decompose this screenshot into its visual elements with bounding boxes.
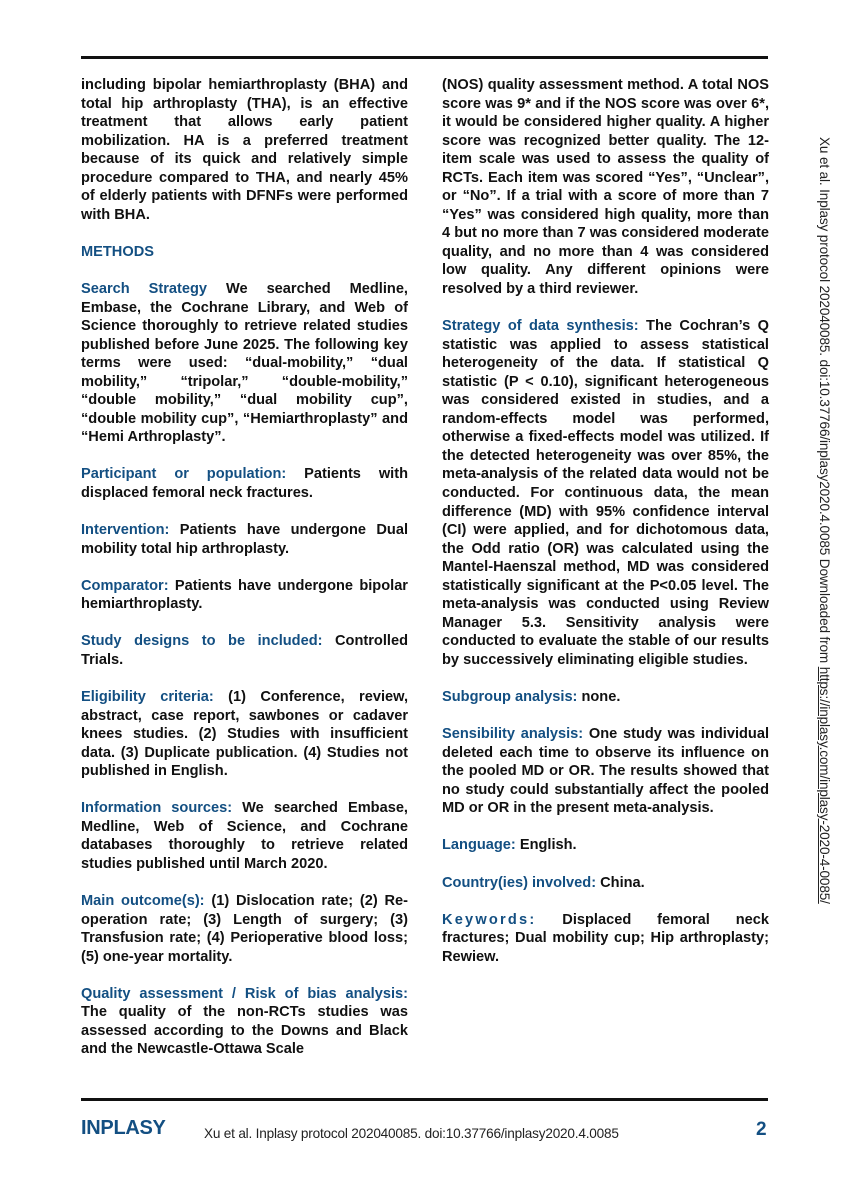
quality-assessment-section [81, 985, 408, 1059]
language-section [442, 836, 769, 855]
information-sources-text: We searched Embase, Medline, Web of Science, and Cochrane databases thoroughly to retrieve related studies published until March 2020. [81, 800, 408, 872]
quality-assessment-text: The quality of the non-RCTs studies was assessed according to the Downs and Black and the Newcastle-Ottawa Scale [81, 1004, 408, 1058]
search-strategy-label: Search Strategy [81, 281, 208, 298]
footer-citation: Xu et al. Inplasy protocol 202040085. doi:10.37766/inplasy2020.4.0085 [204, 1126, 619, 1141]
data-synthesis-section [442, 317, 769, 669]
comparator-section [81, 577, 408, 614]
countries-text: China. [596, 874, 645, 891]
keywords-section [442, 911, 769, 967]
main-outcomes-text: (1) Dislocation rate; (2) Re-operation rate; (3) Length of surgery; (3) Transfusion rate; (4) Perioperative blood loss; (5) one-year mortality. [81, 893, 408, 965]
left-column [81, 76, 408, 1078]
study-designs-section [81, 632, 408, 669]
subgroup-section [442, 688, 769, 707]
intervention-label: Intervention: [81, 522, 170, 539]
sensibility-section [442, 725, 769, 818]
participants-text: Patients with displaced femoral neck fractures. [81, 466, 408, 502]
study-designs-text: Controlled Trials. [81, 633, 408, 668]
eligibility-text: (1) Conference, review, abstract, case report, sawbones or cadaver knees studies. (2) Studies with insufficient data. (3) Duplicate publication. (4) Studies not published in English. [81, 689, 408, 780]
footer-rule [81, 1098, 768, 1101]
quality-continued-paragraph: (NOS) quality assessment method. A total NOS score was 9* and if the NOS score was over 6*, it would be considered higher quality. A higher score was recognized better quality. The 12-item scale was used to assess the quality of RCTs. Each item was scored “Yes”, “Unclear”, or “No”. If a trial with a score of more than 7 “Yes” was considered high quality, more than 4 but no more than 7 was considered moderate quality, and no more than 4 was considered low quality. Any different opinions were resolved by a third reviewer. [442, 77, 769, 298]
intervention-text: Patients have undergone Dual mobility total hip arthroplasty. [81, 522, 408, 557]
study-designs-label: Study designs to be included: [81, 633, 323, 650]
search-strategy-text: We searched Medline, Embase, the Cochrane Library, and Web of Science thoroughly to retrieve related studies published before June 2025. The following key terms were used: “dual-mobility,” “dual mobility,” “tripolar,” “double-mobility,” “double mobility,” “dual mobility cup”, “double mobility cup”, “Hemiarthroplasty” and “Hemi Arthroplasty”. [81, 281, 408, 446]
participants-label: Participant or population: [81, 466, 287, 483]
quality-assessment-label: Quality assessment / Risk of bias analysis: [81, 985, 408, 1002]
participants-section [81, 465, 408, 502]
search-strategy-section [81, 280, 408, 447]
keywords-text: Displaced femoral neck fractures; Dual mobility cup; Hip arthroplasty; Rewiew. [442, 911, 769, 965]
methods-heading: METHODS [81, 243, 154, 260]
sensibility-text: One study was individual deleted each time to observe its influence on the pooled MD or OR. The results showed that no study could substantially affect the pooled MD or OR in the present meta-analysis. [442, 726, 769, 817]
main-outcomes-label: Main outcome(s): [81, 893, 205, 910]
eligibility-label: Eligibility criteria: [81, 689, 214, 706]
language-label: Language: [442, 837, 516, 854]
footer-brand-logo: INPLASY [81, 1117, 166, 1139]
intervention-section [81, 521, 408, 558]
information-sources-label: Information sources: [81, 800, 233, 817]
right-column [442, 76, 769, 985]
side-note-text: Xu et al. Inplasy protocol 202040085. doi:10.37766/inplasy2020.4.0085 Downloaded from [817, 137, 832, 667]
comparator-text: Patients have undergone bipolar hemiarthroplasty. [81, 577, 408, 613]
header-rule [81, 56, 768, 59]
page-number: 2 [756, 1119, 767, 1140]
main-outcomes-section [81, 892, 408, 966]
subgroup-label: Subgroup analysis: [442, 689, 578, 706]
countries-section [442, 874, 769, 893]
comparator-label: Comparator: [81, 577, 169, 594]
side-download-note [817, 137, 832, 904]
sensibility-label: Sensibility analysis: [442, 726, 584, 743]
information-sources-section [81, 799, 408, 873]
language-text: English. [515, 837, 577, 854]
data-synthesis-text: The Cochran’s Q statistic was applied to assess statistical heterogeneity of the data. If statistical Q statistic (P < 0.10), significant heterogeneous was considered existed in studies, and a random-effects model was performed, otherwise a fixed-effects model was utilized. If the detected heterogeneity was over 85%, the meta-analysis of the related data would not be conducted. For continuous data, the mean difference (MD) with 95% confidence interval (CI) were applied, and for dichotomous data, the Odd ratio (OR) was calculated using the Mantel-Haenszal method, MD was considered statistically significant at the P<0.05 level. The meta-analysis was conducted using Review Manager 5.3. Sensitivity analysis were conducted to evaluate the stable of our results by successively eliminating eligible studies. [442, 318, 769, 668]
intro-paragraph: including bipolar hemiarthroplasty (BHA) and total hip arthroplasty (THA), is an effective treatment that allows early patient mobilization. HA is a preferred treatment because of its quick and relatively simple procedure compared to THA, and nearly 45% of elderly patients with DFNFs were performed with BHA. [81, 77, 408, 223]
side-note-link[interactable]: https://inplasy.com/inplasy-2020-4-0085/ [817, 666, 832, 904]
eligibility-section [81, 688, 408, 781]
subgroup-text: none. [577, 689, 621, 706]
data-synthesis-label: Strategy of data synthesis: [442, 318, 639, 335]
countries-label: Country(ies) involved: [442, 874, 597, 891]
keywords-label: Keywords: [442, 911, 537, 928]
